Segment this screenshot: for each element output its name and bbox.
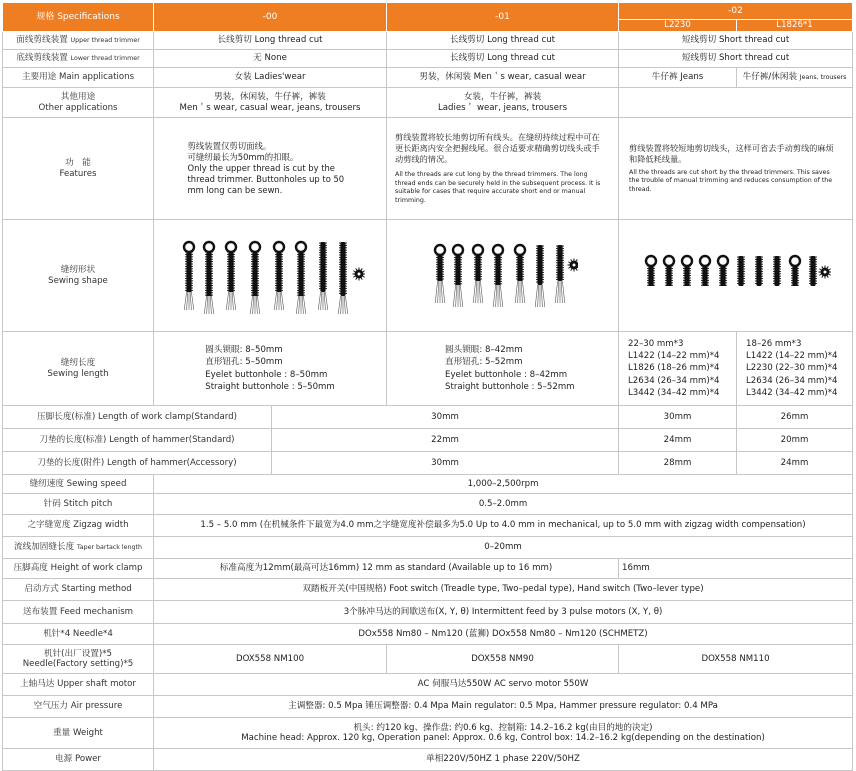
buttonhole-stitch [226, 242, 236, 310]
value-length-02b: 18–26 mm*3 L1422 (14–22 mm)*4 L2230 (22–30 mm)*4 L2634 (26–34 mm)*4 L3442 (34–42 mm)*4 [737, 332, 853, 406]
value-length-01: 圆头锁眼: 8–42mm 直形钮孔: 5–52mm Eyelet buttonhole : 8–42mm Straight buttonhole : 5–52mm [387, 332, 619, 406]
value-needle-factory-02: DOX558 NM110 [619, 645, 853, 674]
value-upper-00: 长线剪切 Long thread cut [154, 32, 387, 50]
buttonhole-stitch [682, 256, 692, 286]
value-stitch-pitch: 0.5–2.0mm [154, 494, 853, 515]
value-starting-method: 双踏板开关(中国规格) Foot switch (Treadle type, Two–pedal type), Hand switch (Two–lever type) [154, 579, 853, 601]
label-sewing-speed: 缝纫速度 Sewing speed [3, 475, 154, 494]
value-lower-00: 无 None [154, 50, 387, 68]
value-power: 单相220V/50HZ 1 phase 220V/50HZ [154, 749, 853, 771]
buttonhole-stitch [535, 245, 545, 307]
value-features-01: 剪线装置将较长地剪切所有线头。在缝纫持续过程中可在更长距离内安全把握线尾。很合适要求精确剪切线头或手动剪线的情况。 All the threads are cut long by the thread trimmers. The long thread ends can be securely held in the subsequent process. It is suitable for cases that require accurate short end or manual trimming. [387, 118, 619, 220]
value-clamp-02a: 30mm [619, 406, 737, 429]
label-hammer-accessory: 刀垫的长度(附件) Length of hammer(Accessory) [3, 452, 272, 475]
buttonhole-stitch [250, 242, 260, 314]
sewing-shape-01 [387, 220, 619, 332]
value-weight: 机头: 约120 kg、操作盘: 约0.6 kg、控制箱: 14.2–16.2 kg(由目的地的决定) Machine head: Approx. 120 kg, Operation panel: Approx. 0.6 kg, Control box: 14.2–16.2 kg(depending on the destination) [154, 718, 853, 749]
value-hammer-std-02a: 24mm [619, 429, 737, 452]
buttonhole-stitch [755, 256, 763, 286]
label-air-pressure: 空气压力 Air pressure [3, 696, 154, 718]
value-sewing-speed: 1,000–2,500rpm [154, 475, 853, 494]
value-upper-02: 短线剪切 Short thread cut [619, 32, 853, 50]
value-feed-mechanism: 3个脉冲马达的间歇送布(X, Y, θ) Intermittent feed by 3 pulse motors (X, Y, θ) [154, 601, 853, 624]
buttonhole-stitch [737, 256, 745, 286]
value-lower-02: 短线剪切 Short thread cut [619, 50, 853, 68]
value-length-00: 圆头锁眼: 8–50mm 直形钮孔: 5–50mm Eyelet buttonhole : 8–50mm Straight buttonhole : 5–50mm [154, 332, 387, 406]
buttonhole-stitch [773, 256, 781, 286]
value-hammer-std-0001: 22mm [272, 429, 619, 452]
buttonhole-stitch [493, 245, 503, 307]
value-clamp-height-0001: 标准高度为12mm(最高可达16mm) 12 mm as standard (Available up to 16 mm) [154, 559, 619, 579]
value-main-app-02b: 牛仔裤/休闲装 Jeans, trousers [737, 68, 853, 88]
label-sewing-shape: 缝纫形状 Sewing shape [3, 220, 154, 332]
value-needle-factory-00: DOX558 NM100 [154, 645, 387, 674]
buttonhole-stitch [700, 256, 710, 286]
buttonhole-stitch [274, 242, 284, 310]
header-model-02-l2230: L2230 [619, 20, 737, 32]
buttonhole-stitch [453, 245, 463, 307]
label-main-applications: 主要用途 Main applications [3, 68, 154, 88]
label-upper-shaft-motor: 上轴马达 Upper shaft motor [3, 674, 154, 696]
label-starting-method: 启动方式 Starting method [3, 579, 154, 601]
value-main-app-01: 男装，休闲装 Men＇s wear, casual wear [387, 68, 619, 88]
buttonhole-stitch [184, 242, 194, 310]
value-zigzag-width: 1.5 – 5.0 mm (在机械条件下最宽为4.0 mm之字缝宽度补偿最多为5.0 Up to 4.0 mm in mechanical, up to 5.0 mm with zigzag width compensation) [154, 515, 853, 537]
header-spec: 规格 Specifications [3, 3, 154, 32]
value-main-app-00: 女装 Ladies'wear [154, 68, 387, 88]
buttonhole-stitch [515, 245, 525, 303]
value-clamp-0001: 30mm [272, 406, 619, 429]
buttonhole-stitch [473, 245, 483, 303]
header-model-02-l1826: L1826*1 [737, 20, 853, 32]
sewing-shape-00-illustration [175, 232, 365, 320]
header-model-01: -01 [387, 3, 619, 32]
bartack-stitch [818, 265, 831, 278]
bartack-stitch [353, 267, 366, 280]
buttonhole-stitch [555, 245, 565, 303]
sewing-shape-00 [154, 220, 387, 332]
label-feed-mechanism: 送布装置 Feed mechanism [3, 601, 154, 624]
value-length-02a: 22–30 mm*3 L1422 (14–22 mm)*4 L1826 (18–26 mm)*4 L2634 (26–34 mm)*4 L3442 (34–42 mm)*4 [619, 332, 737, 406]
buttonhole-stitch [664, 256, 674, 286]
header-model-00: -00 [154, 3, 387, 32]
value-clamp-height-02: 16mm [619, 559, 853, 579]
label-needle-factory-setting: 机针(出厂设置)*5 Needle(Factory setting)*5 [3, 645, 154, 674]
value-hammer-acc-0001: 30mm [272, 452, 619, 475]
value-air-pressure: 主调整器: 0.5 Mpa 锤压调整器: 0.4 Mpa Main regulator: 0.5 Mpa, Hammer pressure regulator: 0.4 MPa [154, 696, 853, 718]
label-upper-thread-trimmer: 面线剪线装置 Upper thread trimmer [3, 32, 154, 50]
buttonhole-stitch [435, 245, 445, 303]
bartack-stitch [567, 258, 578, 271]
label-stitch-pitch: 针码 Stitch pitch [3, 494, 154, 515]
buttonhole-stitch [338, 242, 348, 314]
value-needle-factory-01: DOX558 NM90 [387, 645, 619, 674]
label-other-applications: 其他用途 Other applications [3, 88, 154, 118]
value-lower-01: 长线剪切 Long thread cut [387, 50, 619, 68]
label-hammer-standard: 刀垫的长度(标准) Length of hammer(Standard) [3, 429, 272, 452]
buttonhole-stitch [296, 242, 306, 314]
value-taper-bartack-length: 0–20mm [154, 537, 853, 559]
value-other-app-01: 女装，牛仔裤，裤装 Ladies＇ wear, jeans, trousers [387, 88, 619, 118]
label-zigzag-width: 之字缝宽度 Zigzag width [3, 515, 154, 537]
value-hammer-acc-02a: 28mm [619, 452, 737, 475]
value-hammer-acc-02b: 24mm [737, 452, 853, 475]
sewing-shape-02-illustration [641, 246, 831, 306]
label-needle: 机针*4 Needle*4 [3, 624, 154, 645]
label-power: 电源 Power [3, 749, 154, 771]
sewing-shape-01-illustration [428, 237, 578, 315]
value-clamp-02b: 26mm [737, 406, 853, 429]
label-weight: 重量 Weight [3, 718, 154, 749]
buttonhole-stitch [318, 242, 328, 310]
label-work-clamp-height: 压脚高度 Height of work clamp [3, 559, 154, 579]
value-hammer-std-02b: 20mm [737, 429, 853, 452]
value-other-app-02 [619, 88, 853, 118]
buttonhole-stitch [809, 256, 817, 286]
spec-table [2, 2, 853, 771]
value-main-app-02a: 牛仔裤 Jeans [619, 68, 737, 88]
value-upper-shaft-motor: AC 伺服马达550W AC servo motor 550W [154, 674, 853, 696]
label-lower-thread-trimmer: 底线剪线装置 Lower thread trimmer [3, 50, 154, 68]
buttonhole-stitch [790, 256, 800, 286]
value-upper-01: 长线剪切 Long thread cut [387, 32, 619, 50]
buttonhole-stitch [646, 256, 656, 286]
value-features-00: 剪线装置仅剪切面线。 可缝纫最长为50mm的扣眼。 Only the upper thread is cut by the thread trimmer. Buttonholes up to 50 mm long can be sewn. [154, 118, 387, 220]
label-work-clamp-length: 压脚长度(标准) Length of work clamp(Standard) [3, 406, 272, 429]
buttonhole-stitch [718, 256, 728, 286]
header-model-02: -02 [619, 3, 853, 20]
buttonhole-stitch [204, 242, 214, 314]
sewing-shape-02 [619, 220, 853, 332]
label-taper-bartack-length: 流线加固缝长度 Taper bartack length [3, 537, 154, 559]
value-other-app-00: 男装，休闲装，牛仔裤，裤装 Men＇s wear, casual wear, jeans, trousers [154, 88, 387, 118]
label-sewing-length: 缝纫长度 Sewing length [3, 332, 154, 406]
value-needle: DOx558 Nm80 – Nm120 (蓝狮) DOx558 Nm80 – Nm120 (SCHMETZ) [154, 624, 853, 645]
label-features: 功 能 Features [3, 118, 154, 220]
value-features-02: 剪线装置将较短地剪切线头，这样可省去手动剪线的麻烦和降低耗线量。 All the threads are cut short by the thread trimmers. This saves the trouble of manual trimming and reduces consumption of the thread. [619, 118, 853, 220]
